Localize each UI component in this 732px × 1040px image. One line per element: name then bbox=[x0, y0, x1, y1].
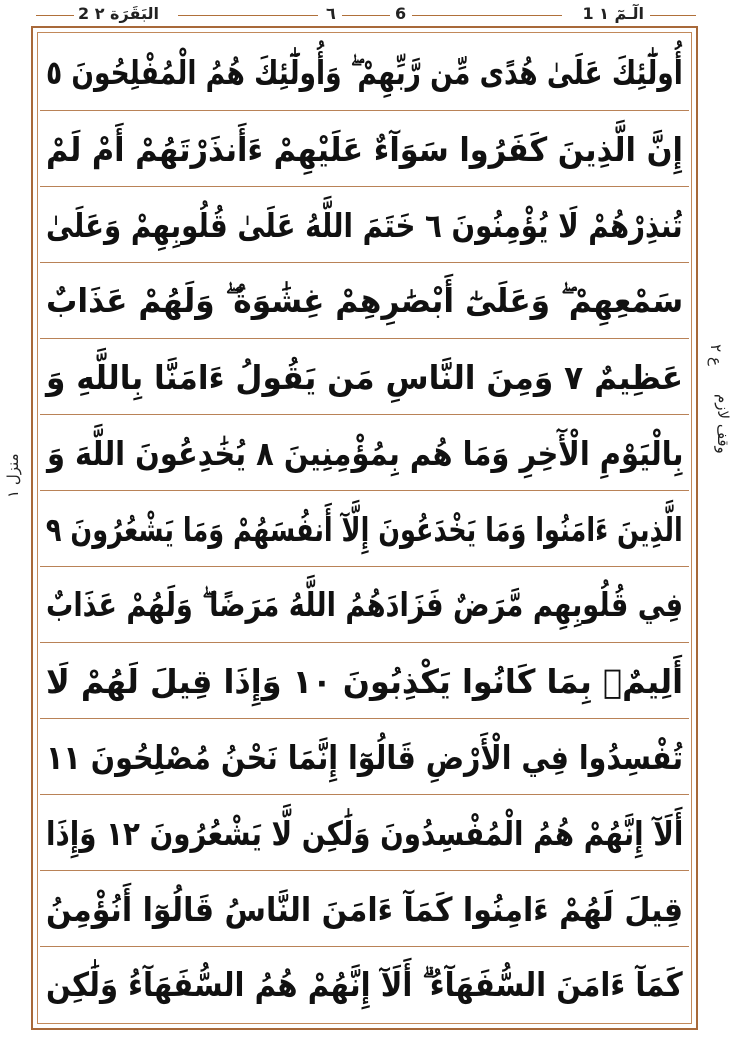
line-separator bbox=[40, 186, 689, 187]
header-rule bbox=[650, 15, 696, 16]
verse-line-11 bbox=[40, 802, 689, 864]
line-separator bbox=[40, 718, 689, 719]
verse-line-6 bbox=[40, 422, 689, 484]
verse-line-9 bbox=[40, 650, 689, 712]
line-separator bbox=[40, 414, 689, 415]
verse-line-8 bbox=[40, 574, 689, 636]
verse-text: إِنَّ الَّذِينَ كَفَرُوا سَوَآءٌ عَلَيْهِمْ ءَأَنذَرْتَهُمْ أَمْ لَمْ bbox=[46, 129, 683, 169]
surah-name: 2 البَقَرَة ٢ bbox=[78, 4, 159, 23]
line-separator bbox=[40, 642, 689, 643]
line-separator bbox=[40, 262, 689, 263]
verse-line-5 bbox=[40, 346, 689, 408]
waqf-marker: وقف لازم bbox=[714, 394, 732, 454]
header-rule bbox=[342, 15, 390, 16]
line-separator bbox=[40, 870, 689, 871]
verse-text: تُنذِرْهُمْ لَا يُؤْمِنُونَ ٦ خَتَمَ اللَّهُ عَلَىٰ قُلُوبِهِمْ وَعَلَىٰ bbox=[46, 205, 683, 245]
verse-line-12 bbox=[40, 878, 689, 940]
verse-line-1 bbox=[40, 42, 689, 104]
page-number: 6 bbox=[395, 4, 407, 23]
line-separator bbox=[40, 110, 689, 111]
header-rule bbox=[178, 15, 318, 16]
line-separator bbox=[40, 566, 689, 567]
verse-line-2 bbox=[40, 118, 689, 180]
header-rule bbox=[36, 15, 74, 16]
verse-text: تُفْسِدُوا فِي الْأَرْضِ قَالُوٓا إِنَّمَا نَحْنُ مُصْلِحُونَ ١١ bbox=[45, 737, 684, 777]
line-separator bbox=[40, 338, 689, 339]
header-rule bbox=[412, 15, 562, 16]
verse-text: بِالْيَوْمِ الْأٓخِرِ وَمَا هُم بِمُؤْمِنِينَ ٨ يُخَٰدِعُونَ اللَّهَ وَ bbox=[46, 433, 683, 473]
verse-text: كَمَآ ءَامَنَ السُّفَهَآءُ ۗ أَلَآ إِنَّهُمْ هُمُ السُّفَهَآءُ وَلَٰكِن bbox=[46, 965, 683, 1004]
verse-line-7 bbox=[40, 498, 689, 560]
verse-text: الَّذِينَ ءَامَنُوا وَمَا يَخْدَعُونَ إِلَّآ أَنفُسَهُمْ وَمَا يَشْعُرُونَ ٩ bbox=[46, 509, 683, 549]
verse-line-3 bbox=[40, 194, 689, 256]
verse-line-13 bbox=[40, 954, 689, 1016]
ruku-marker: ع ٢ bbox=[706, 344, 725, 366]
verse-text: قِيلَ لَهُمْ ءَامِنُوا كَمَآ ءَامَنَ النَّاسُ قَالُوٓا أَنُؤْمِنُ bbox=[45, 889, 683, 929]
line-separator bbox=[40, 946, 689, 947]
verse-line-4 bbox=[40, 270, 689, 332]
verse-text: أُولَٰٓئِكَ عَلَىٰ هُدًى مِّن رَّبِّهِمْ ۖ وَأُولَٰٓئِكَ هُمُ الْمُفْلِحُونَ ٥ bbox=[46, 53, 683, 92]
verse-text: أَلِيمٌۢ بِمَا كَانُوا يَكْذِبُونَ ١٠ وَإِذَا قِيلَ لَهُمْ لَا bbox=[45, 661, 683, 701]
juz-name: 1 الٓـمٓ ١ bbox=[582, 4, 644, 23]
line-separator bbox=[40, 794, 689, 795]
verse-text: أَلَآ إِنَّهُمْ هُمُ الْمُفْسِدُونَ وَلَٰكِن لَّا يَشْعُرُونَ ١٢ وَإِذَا bbox=[45, 813, 683, 853]
page-header bbox=[0, 0, 730, 28]
verse-text: عَظِيمٌ ٧ وَمِنَ النَّاسِ مَن يَقُولُ ءَامَنَّا بِاللَّهِ وَ bbox=[45, 357, 683, 397]
page-number-arabic: ٦ bbox=[326, 4, 336, 23]
verse-line-10 bbox=[40, 726, 689, 788]
manzil-marker: منزل ١ bbox=[4, 453, 22, 498]
line-separator bbox=[40, 490, 689, 491]
verse-text: فِي قُلُوبِهِم مَّرَضٌ فَزَادَهُمُ اللَّهُ مَرَضًا ۖ وَلَهُمْ عَذَابٌ bbox=[45, 585, 683, 624]
verse-text: سَمْعِهِمْ ۖ وَعَلَىٰٓ أَبْصَٰرِهِمْ غِشَٰوَةٌ ۖ وَلَهُمْ عَذَابٌ bbox=[45, 281, 683, 320]
